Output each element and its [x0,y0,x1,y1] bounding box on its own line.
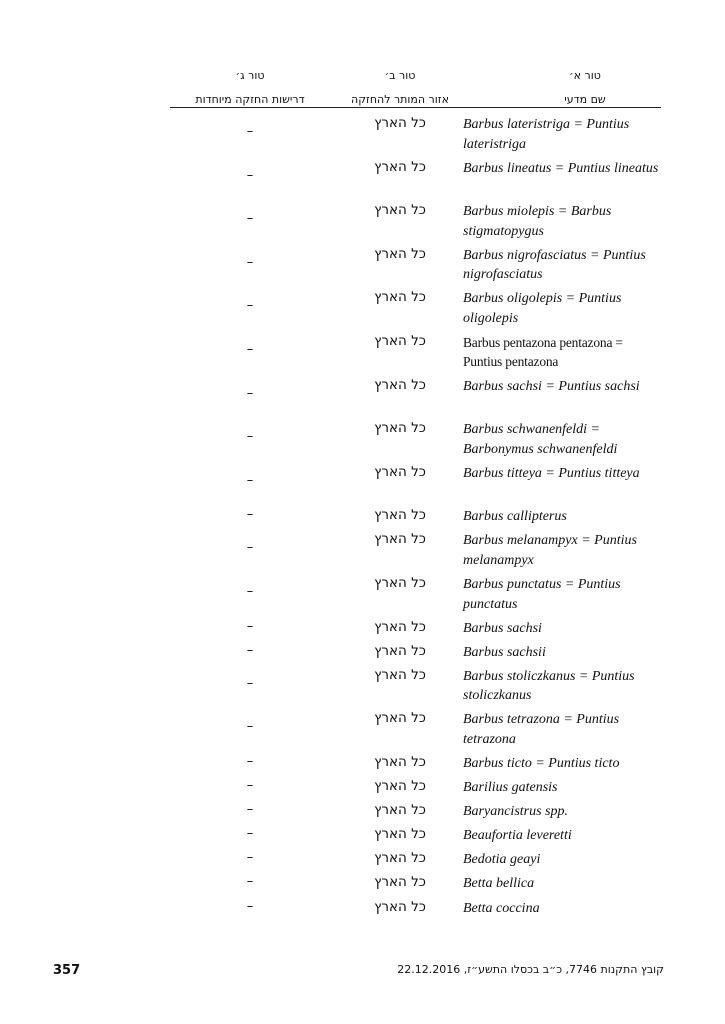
permitted-area: כל הארץ [374,158,426,175]
scientific-name: Barbus callipterus [463,509,567,525]
column-c-label: טור ג׳ [235,69,265,82]
permitted-area: כל הארץ [374,245,426,262]
scientific-name: Barbus ticto = Puntius ticto [463,756,620,771]
page-number: 357 [53,963,81,978]
scientific-name: Barbus miolepis = Barbus stigmatopygus [463,204,612,239]
special-requirements: – [246,167,254,183]
scientific-name: Baryancistrus spp. [463,804,568,820]
table-row [0,157,725,201]
permitted-area: כל הארץ [374,332,426,349]
column-b-label: טור ב׳ [384,69,416,82]
special-requirements: – [246,802,254,818]
special-requirements: – [246,124,254,139]
scientific-name: Barbus sachsii [463,644,546,660]
permitted-area: כל הארץ [374,802,426,819]
scientific-name: Barbus pentazona pentazona = Puntius pentazona [463,334,623,370]
table-row [0,418,725,462]
scientific-name: Barbus lineatus = Puntius lineatus [463,160,659,176]
permitted-area: כל הארץ [374,874,426,891]
permitted-area: כל הארץ [374,618,426,635]
permitted-area: כל הארץ [374,778,426,795]
table-row [0,573,725,617]
permitted-area: כל הארץ [374,710,426,727]
permitted-area: כל הארץ [374,754,426,770]
scientific-name: Barbus schwanenfeldi = Barbonymus schwanenfeldi [463,422,618,457]
table-row [0,617,725,641]
scientific-name: Barbus punctatus = Puntius punctatus [463,577,621,612]
special-requirements: – [246,642,254,658]
column-a-title: שם מדעי [564,93,606,106]
scientific-name: Bedotia geayi [463,852,541,868]
table-row [0,665,725,709]
column-b-title: אזור המותר להחזקה [351,93,449,106]
special-requirements: – [246,429,254,445]
scientific-name: Barbus lateristriga = Puntius lateristriga [463,117,630,152]
scientific-name: Barbus sachsi = Puntius sachsi [463,378,640,394]
permitted-area: כל הארץ [374,463,426,480]
table-row [0,287,725,331]
scientific-name: Barbus melanampyx = Puntius melanampyx [463,533,637,568]
special-requirements: – [246,254,254,270]
permitted-area: כל הארץ [374,826,426,843]
permitted-area: כל הארץ [374,115,426,131]
special-requirements: – [246,826,254,842]
column-c-title: דרישות החזקה מיוחדות [195,93,305,106]
permitted-area: כל הארץ [374,507,426,524]
special-requirements: – [246,540,254,556]
table-row [0,375,725,419]
special-requirements: – [246,675,254,691]
special-requirements: – [246,385,254,401]
special-requirements: – [246,754,254,769]
permitted-area: כל הארץ [374,376,426,393]
special-requirements: – [246,298,254,314]
scientific-name: Barbus sachsi [463,620,542,636]
scientific-name: Barbus nigrofasciatus = Puntius nigrofasciatus [463,247,646,283]
scientific-name: Barbus tetrazona = Puntius tetrazona [463,712,620,747]
table-row [0,641,725,665]
table-row [0,113,725,157]
species-table [0,113,725,921]
scientific-name: Beaufortia leveretti [463,828,572,844]
permitted-area: כל הארץ [374,575,426,592]
table-row [0,752,725,776]
special-requirements: – [246,472,254,488]
permitted-area: כל הארץ [374,850,426,867]
table-row [0,200,725,244]
table-row [0,331,725,375]
table-row [0,505,725,529]
table-row [0,872,725,896]
permitted-area: כל הארץ [374,420,426,437]
special-requirements: – [246,898,254,914]
special-requirements: – [246,618,254,634]
special-requirements: – [246,778,254,794]
table-row [0,708,725,752]
scientific-name: Barbus stoliczkanus = Puntius stoliczkanus [463,668,635,704]
table-row [0,529,725,573]
table-row [0,848,725,872]
permitted-area: כל הארץ [374,642,426,659]
table-row [0,244,725,288]
table-row [0,824,725,848]
table-row [0,897,725,921]
permitted-area: כל הארץ [374,898,426,915]
permitted-area: כל הארץ [374,666,426,683]
publication-reference: קובץ התקנות 7746, כ״ב בכסלו התשע״ז, 22.12.2016 [397,963,664,976]
special-requirements: – [246,584,254,600]
table-row [0,462,725,506]
table-row [0,776,725,800]
permitted-area: כל הארץ [374,202,426,219]
table-row [0,800,725,824]
scientific-name: Barilius gatensis [463,780,558,796]
scientific-name: Barbus oligolepis = Puntius oligolepis [463,291,622,326]
scientific-name: Betta bellica [463,876,535,892]
permitted-area: כל הארץ [374,289,426,306]
scientific-name: Betta coccina [463,900,540,916]
special-requirements: – [246,850,254,866]
special-requirements: – [246,211,254,227]
permitted-area: כל הארץ [374,531,426,548]
special-requirements: – [246,874,254,890]
header-rule [170,107,661,108]
special-requirements: – [246,341,254,357]
column-a-label: טור א׳ [569,69,601,82]
special-requirements: – [246,719,254,735]
special-requirements: – [246,507,254,523]
scientific-name: Barbus titteya = Puntius titteya [463,465,640,481]
